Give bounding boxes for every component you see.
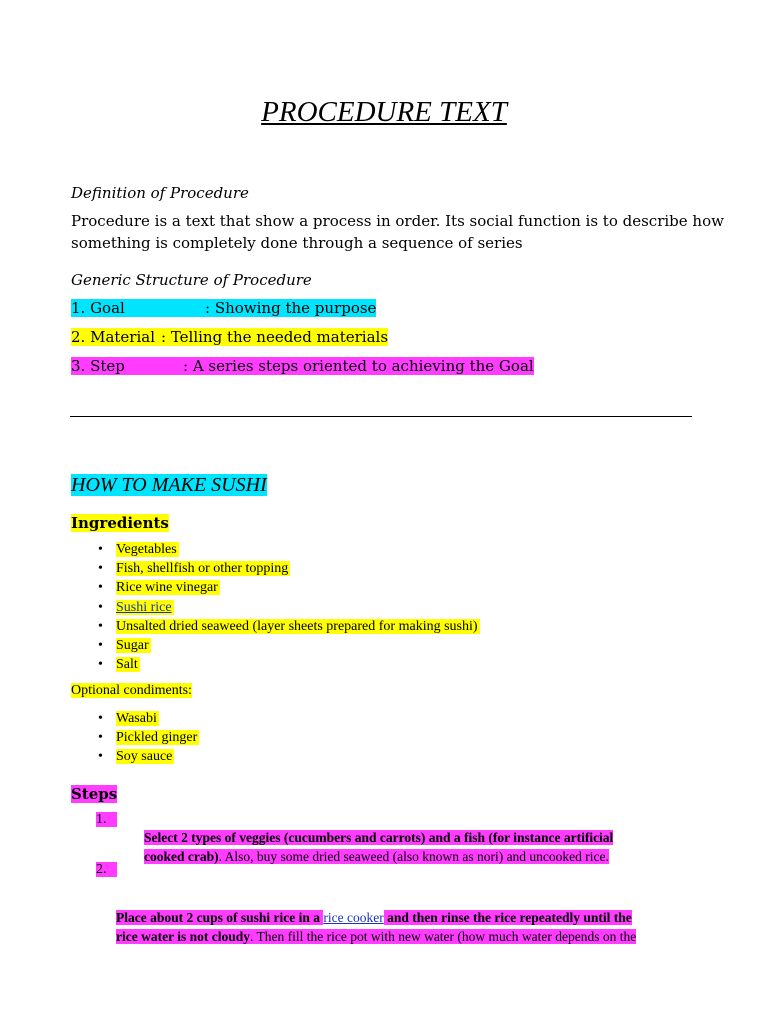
steps-heading — [71, 784, 117, 804]
bullet-icon: • — [98, 618, 103, 634]
structure-item-label: 3. Step — [71, 357, 125, 375]
step-2-normal-line-2: . Then fill the rice pot with new water (how much water depends on the — [249, 929, 637, 944]
condiments-list — [96, 709, 199, 767]
step-number — [96, 812, 117, 828]
bullet-icon: • — [98, 637, 103, 653]
bullet-icon: • — [98, 657, 103, 673]
condiments-heading-text: Optional condiments: — [71, 683, 192, 698]
rice-cooker-link[interactable]: rice cooker — [323, 910, 384, 925]
list-item-text: Fish, shellfish or other topping — [116, 561, 289, 577]
step-2-bold-part-2: and then rinse the rice repeatedly until the — [383, 910, 632, 925]
structure-item-goal-highlight — [71, 299, 376, 317]
step-number-text: 1. — [96, 812, 117, 827]
step-1-text — [144, 828, 613, 866]
list-item — [96, 559, 480, 578]
condiments-heading — [71, 683, 192, 699]
bullet-icon: • — [98, 749, 103, 765]
step-1-normal-line-2: . Also, buy some dried seaweed (also known as nori) and uncooked rice. — [218, 849, 609, 864]
list-item — [96, 540, 480, 559]
page-title: PROCEDURE TEXT — [261, 96, 507, 128]
horizontal-divider — [70, 416, 692, 417]
list-item — [96, 709, 199, 728]
step-1-bold-line-1: Select 2 types of veggies (cucumbers and carrots) and a fish (for instance artificial — [144, 830, 614, 845]
structure-heading: Generic Structure of Procedure — [71, 271, 312, 289]
bullet-icon: • — [98, 580, 103, 596]
ingredients-list — [96, 540, 480, 674]
ingredients-heading — [71, 513, 169, 533]
list-item-text: Pickled ginger — [116, 730, 198, 746]
definition-line-2: something is completely done through a sequence of series — [71, 234, 523, 252]
list-item-text: Wasabi — [116, 711, 157, 726]
list-item — [96, 598, 480, 617]
list-item-text: Rice wine vinegar — [116, 580, 218, 596]
sushi-title-text: HOW TO MAKE SUSHI — [71, 474, 267, 496]
bullet-icon: • — [98, 561, 103, 577]
step-2-bold-part-1: Place about 2 cups of sushi rice in a — [116, 910, 324, 925]
list-item — [96, 747, 199, 766]
list-item-text: Soy sauce — [116, 749, 173, 765]
ingredients-heading-text: Ingredients — [71, 514, 169, 532]
structure-item-desc: : Showing the purpose — [205, 299, 377, 317]
structure-item-material — [71, 327, 388, 348]
steps-heading-text: Steps — [71, 785, 118, 803]
list-item — [96, 578, 480, 597]
step-number-text: 2. — [96, 862, 117, 877]
list-item-text: Vegetables — [116, 542, 177, 557]
step-number — [96, 862, 117, 878]
list-item-text: Sugar — [116, 637, 149, 653]
list-item-text: Unsalted dried seaweed (layer sheets prepared for making sushi) — [116, 618, 478, 634]
structure-item-desc: : A series steps oriented to achieving the Goal — [183, 357, 534, 375]
structure-item-material-highlight — [71, 328, 388, 346]
bullet-icon: • — [98, 730, 103, 746]
structure-item-label: 1. Goal — [71, 299, 125, 317]
definition-heading: Definition of Procedure — [71, 184, 249, 202]
step-1-bold-line-2: cooked crab) — [144, 849, 219, 864]
structure-item-label: 2. Material — [71, 328, 155, 346]
list-item-text: Salt — [116, 657, 138, 673]
structure-item-step — [71, 356, 534, 377]
list-item — [96, 728, 199, 747]
structure-item-goal — [71, 298, 376, 319]
list-item — [96, 617, 480, 636]
step-2-text — [116, 908, 636, 946]
list-item — [96, 655, 480, 674]
bullet-icon: • — [98, 542, 103, 557]
definition-line-1: Procedure is a text that show a process in order. Its social function is to describe how — [71, 212, 724, 230]
bullet-icon: • — [98, 599, 103, 615]
bullet-icon: • — [98, 711, 103, 726]
sushi-title — [71, 472, 267, 498]
list-item — [96, 636, 480, 655]
sushi-rice-link[interactable]: Sushi rice — [116, 599, 172, 615]
step-2-bold-line-2: rice water is not cloudy — [116, 929, 250, 944]
structure-item-step-highlight — [71, 357, 534, 375]
structure-item-desc: : Telling the needed materials — [161, 328, 389, 346]
